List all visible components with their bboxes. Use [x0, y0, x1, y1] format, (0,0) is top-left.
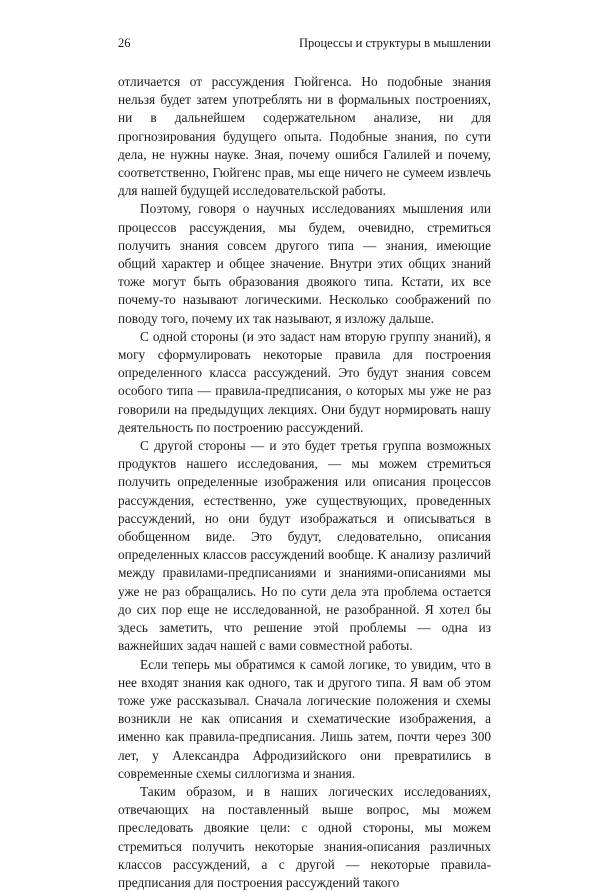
running-title: Процессы и структуры в мышлении	[298, 36, 491, 50]
paragraph-1: отличается от рассуждения Гюйгенса. Но подобные знания нельзя будет затем употреблять ни в формальных построениях, ни в дальнейшем содержательном анализе, ни для прогнозирования будущего опыта. Подобные знания, по сути дела, не нужны науке. Зная, почему ошибся Галилей и почему, соответственно, Гюйгенс прав, мы еще ничего не сумеем извлечь для нашей будущей исследовательской работы.	[118, 74, 491, 199]
paragraph-6: Таким образом, и в наших логических исследованиях, отвечающих на поставленный выше вопрос, мы можем преследовать двоякие цели: с одной стороны, мы можем стремиться получить некоторые знания-описания различных классов рассуждений, а с другой — некоторые правила-предписания для построения рассуждений такого	[118, 783, 491, 890]
body-text	[118, 73, 491, 892]
running-head	[118, 35, 491, 51]
paragraph-5: Если теперь мы обратимся к самой логике, то увидим, что в нее входят знания как одного, так и другого типа. Я вам об этом тоже уже рассказывал. Сначала логические положения и схемы возникли не как описания и схематические изображения, а именно как правила-предписания. Лишь затем, почти через 300 лет, у Александра Афродизийского они превратились в современные схемы силлогизма и знания.	[118, 656, 491, 781]
paragraph-3: С одной стороны (и это задаст нам вторую группу знаний), я могу сформулировать некоторые правила для построения определенного класса рассуждений. Это будут знания совсем особого типа — правила-предписания, о которых мы уже не раз говорили на предыдущих лекциях. Они будут нормировать нашу деятельность по построению рассуждений.	[118, 328, 491, 435]
page-number: 26	[118, 36, 131, 50]
paragraph-2: Поэтому, говоря о научных исследованиях мышления или процессов рассуждения, мы будем, очевидно, стремиться получить знания совсем другого типа — знания, имеющие общий характер и общее значение. Внутри этих общих знаний тоже могут быть образования двоякого типа. Кстати, их все почему-то называют логическими. Несколько соображений по поводу того, почему их так называют, я изложу дальше.	[118, 201, 491, 326]
paragraph-4: С другой стороны — и это будет третья группа возможных продуктов нашего исследования, — мы можем стремиться получить определенные изображения или описания процессов рассуждения, естественно, уже существующих, проведенных рассуждений, но они будут изображаться и описываться в обобщенном виде. Это будут, следовательно, описания определенных классов рассуждений вообще. К анализу различий между правилами-предписаниями и знаниями-описаниями мы уже не раз обращались. Но по сути дела эта проблема остается до сих пор еще не исследованной, не разобранной. Я хотел бы здесь заметить, что решение этой проблемы — одна из важнейших задач нашей с вами совместной работы.	[118, 438, 491, 654]
